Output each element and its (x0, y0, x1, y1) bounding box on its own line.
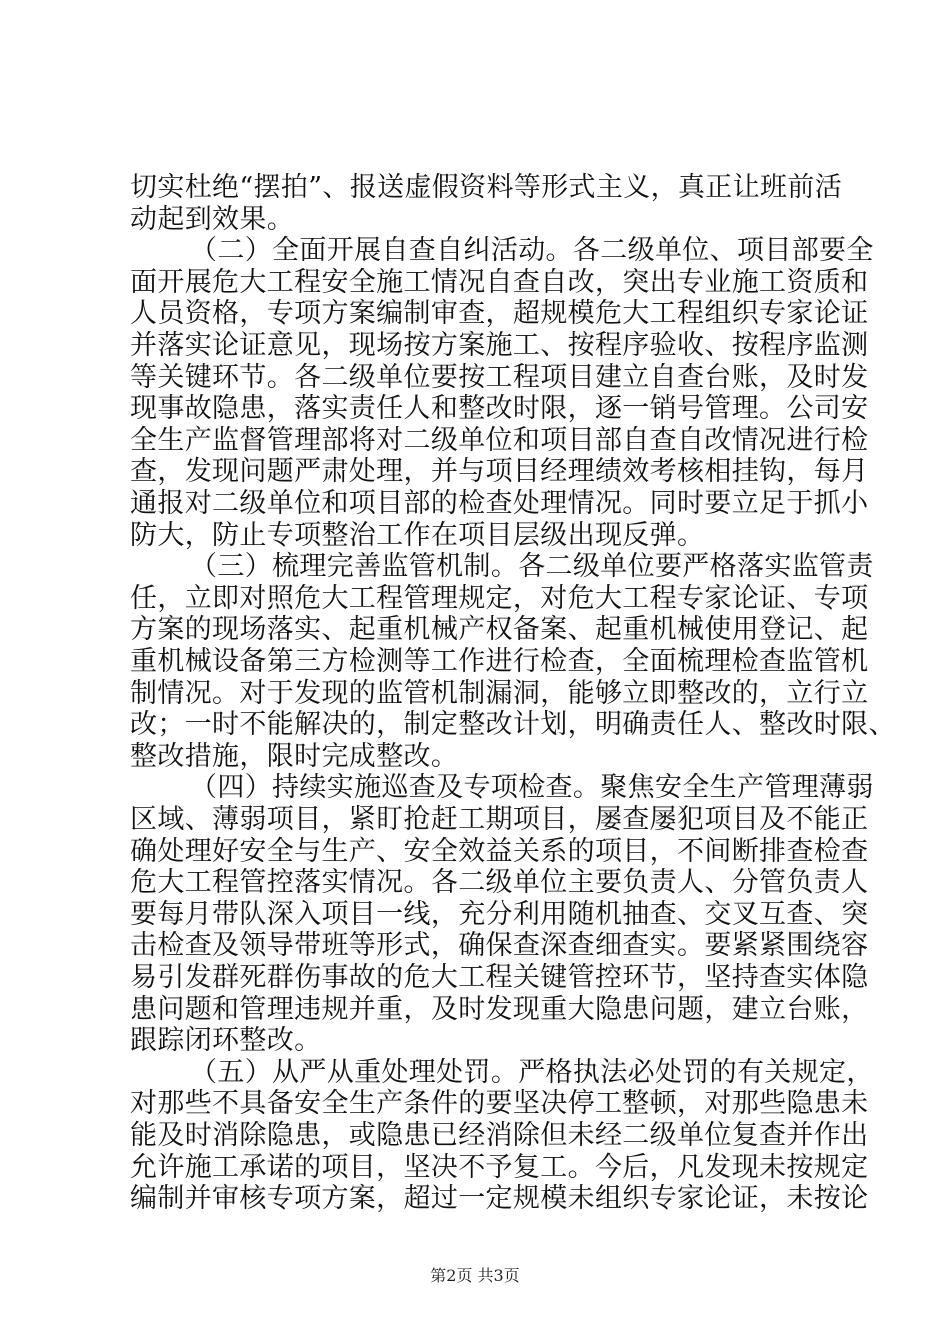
body-text-line: 切实杜绝“摆拍”、报送虚假资料等形式主义，真正让班前活 (130, 172, 843, 203)
body-text-line: 等关键环节。各二级单位要按工程项目建立自查台账，及时发 (130, 361, 869, 393)
body-text-line: 跟踪闭环整改。 (130, 1025, 322, 1057)
body-text-line: 确处理好安全与生产、安全效益关系的项目，不间断排查检查 (130, 835, 869, 867)
body-text-line: 编制并审核专项方案，超过一定规模未组织专家论证，未按论 (130, 1183, 869, 1215)
body-text-line: 任，立即对照危大工程管理规定，对危大工程专家论证、专项 (130, 582, 869, 614)
body-text-line: 要每月带队深入项目一线，充分利用随机抽查、交叉互查、突 (130, 898, 869, 930)
body-text-line: 查，发现问题严肃处理，并与项目经理绩效考核相挂钩，每月 (130, 456, 869, 488)
body-text-line: 全生产监督管理部将对二级单位和项目部自查自改情况进行检 (130, 424, 869, 456)
body-text-line: 对那些不具备安全生产条件的要坚决停工整顿，对那些隐患未 (130, 1088, 869, 1120)
body-text-line: 整改措施，限时完成整改。 (130, 740, 459, 772)
section-heading-line: （四）持续实施巡查及专项检查。聚焦安全生产管理薄弱 (190, 772, 874, 804)
body-text-line: 患问题和管理违规并重，及时发现重大隐患问题，建立台账， (130, 993, 869, 1025)
section-heading-line: （五）从严从重处理处罚。严格执法必处罚的有关规定， (190, 1056, 874, 1088)
body-text-line: 区域、薄弱项目，紧盯抢赶工期项目，屡查屡犯项目及不能正 (130, 804, 869, 835)
body-text-line: 能及时消除隐患，或隐患已经消除但未经二级单位复查并作出 (130, 1120, 869, 1151)
body-text-line: 允许施工承诺的项目，坚决不予复工。今后，凡发现未按规定 (130, 1151, 869, 1183)
body-text-line: 现事故隐患，落实责任人和整改时限，逐一销号管理。公司安 (130, 393, 869, 425)
body-text-line: 通报对二级单位和项目部的检查处理情况。同时要立足于抓小 (130, 488, 869, 519)
body-text-line: 人员资格，专项方案编制审查，超规模危大工程组织专家论证 (130, 298, 869, 330)
body-text-line: 制情况。对于发现的监管机制漏洞，能够立即整改的，立行立 (130, 677, 869, 709)
section-heading-line: （二）全面开展自查自纠活动。各二级单位、项目部要全 (190, 235, 874, 267)
body-text-line: 重机械设备第三方检测等工作进行检查，全面梳理检查监管机 (130, 646, 869, 677)
body-text-line: 击检查及领导带班等形式，确保查深查细查实。要紧紧围绕容 (130, 930, 869, 962)
page-footer: 第2页 共3页 (430, 1266, 520, 1285)
body-text-line: 面开展危大工程安全施工情况自查自改，突出专业施工资质和 (130, 266, 869, 298)
body-text-line: 改；一时不能解决的，制定整改计划，明确责任人、整改时限、 (130, 709, 896, 741)
body-text-line: 防大，防止专项整治工作在项目层级出现反弹。 (130, 519, 705, 551)
body-text-line: 易引发群死群伤事故的危大工程关键管控环节，坚持查实体隐 (130, 962, 869, 993)
body-text-line: 动起到效果。 (130, 203, 295, 235)
body-text-line: 危大工程管控落实情况。各二级单位主要负责人、分管负责人 (130, 867, 869, 899)
section-heading-line: （三）梳理完善监管机制。各二级单位要严格落实监管责 (190, 551, 874, 583)
body-text-line: 并落实论证意见，现场按方案施工、按程序验收、按程序监测 (130, 330, 869, 361)
body-text-line: 方案的现场落实、起重机械产权备案、起重机械使用登记、起 (130, 614, 869, 646)
